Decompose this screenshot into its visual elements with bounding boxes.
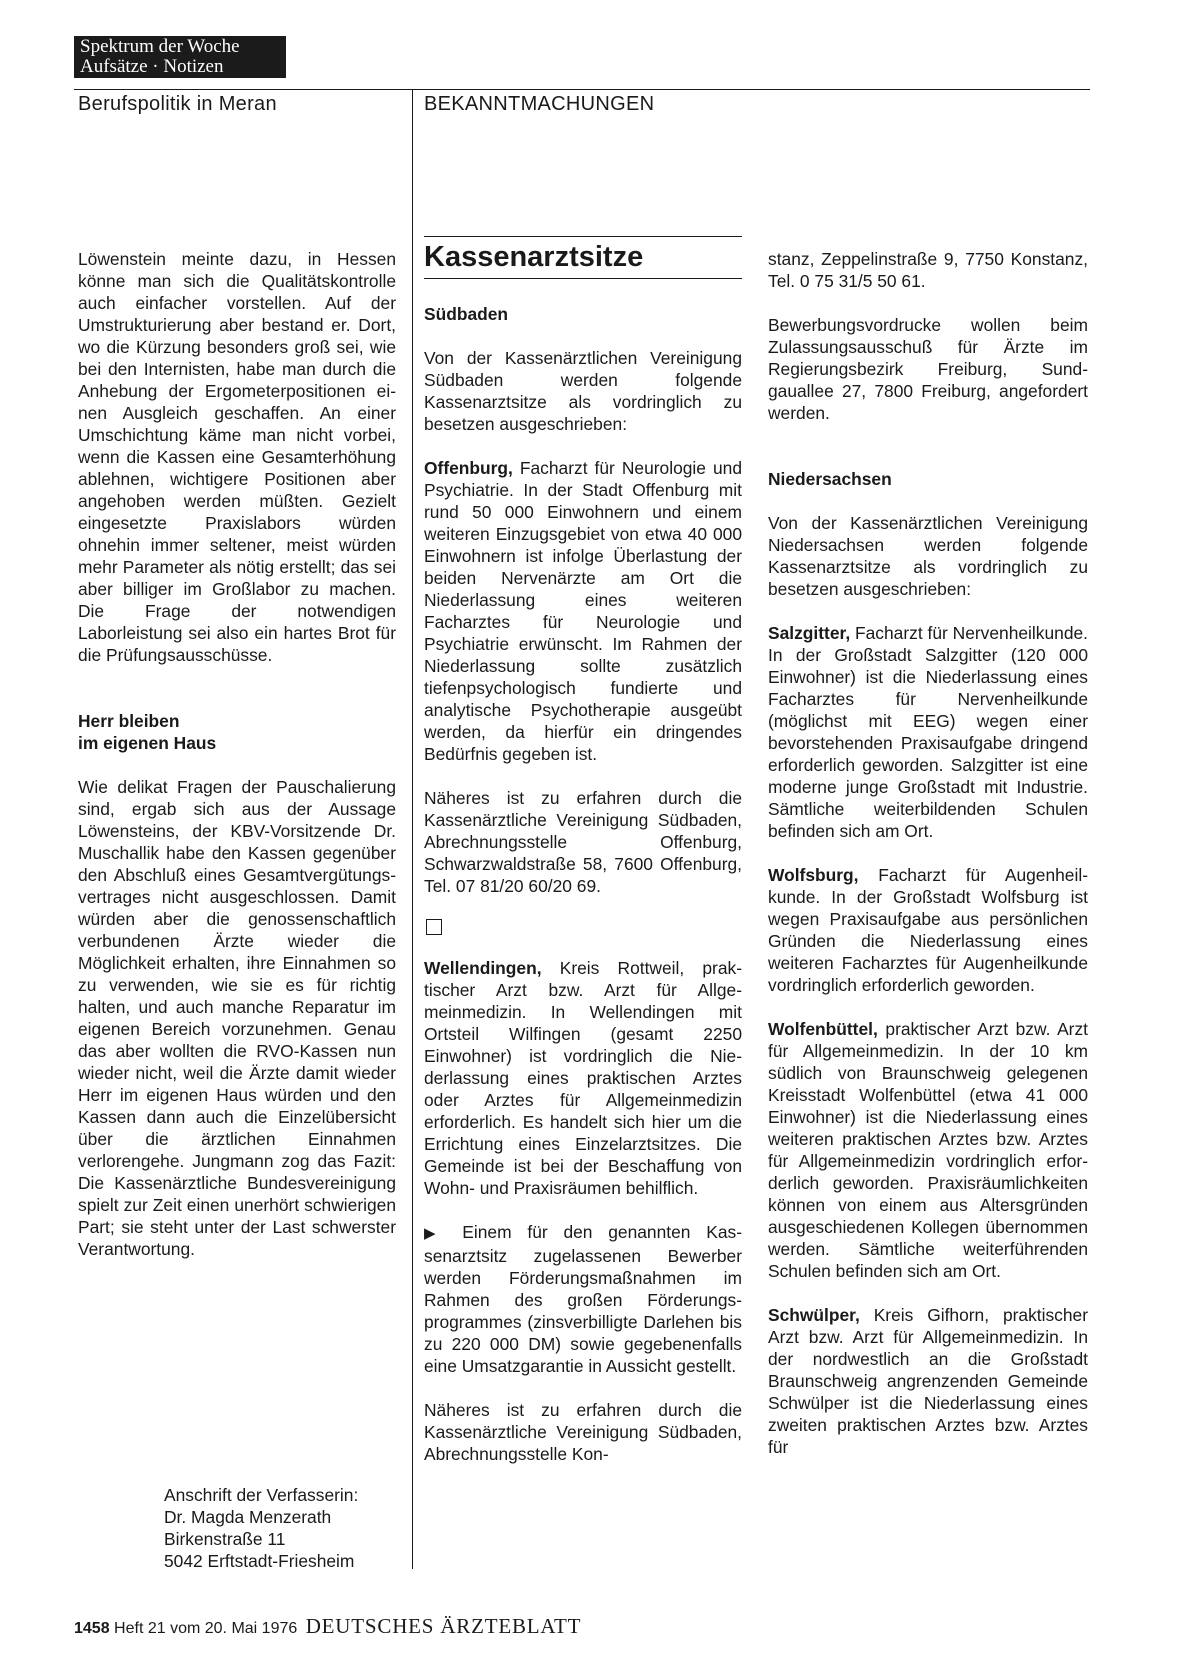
section-badge: [74, 36, 286, 78]
paragraph: stanz, Zeppelinstraße 9, 7750 Konstanz, Tel. 0 75 31/5 50 61.: [768, 249, 1088, 291]
listing-schwuelper: Schwülper, Kreis Gifhorn, praktischer Arzt bzw. Arzt für Allgemeinmedizin. In der nordwestlich an die Großstadt Braunschweig angrenzenden Gemeinde Schwülper ist die Niederlassung eines zweiten praktischen Arztes bzw. Arztes für: [768, 1305, 1088, 1457]
paragraph: Näheres ist zu erfahren durch die Kassenärztliche Vereinigung Südbaden, Abrechnungsstelle Offenburg, Schwarzwaldstraße 58, 7600 Offenburg, Tel. 07 81/20 60/20 69.: [424, 788, 742, 896]
listing-salzgitter: Salzgitter, Facharzt für Nervenheilkunde. In der Großstadt Salzgitter (120 000 Einwohner) ist die Niederlassung eines Facharztes für Nervenheilkunde (möglichst mit EEG) wegen einer bevorstehenden Praxisaufgabe dringend erforderlich geworden. Salzgitter ist eine moderne junge Großstadt mit Industrie. Sämtliche weiterbildenden Schulen befinden sich am Ort.: [768, 623, 1088, 841]
page-footer: [74, 1614, 581, 1639]
paragraph: ▶ Einem für den genannten Kassenarztsitz zugelassenen Bewerber werden Förderungsmaßnahmen im Rahmen des großen Förderungsprogrammes (zinsverbilligte Darlehen bis zu 220 000 DM) sowie gegebenenfalls eine Umsatzgarantie in Aussicht gestellt.: [424, 1222, 742, 1376]
column-rule: [412, 89, 413, 1569]
region-heading: Südbaden: [424, 304, 509, 324]
middle-column: [424, 236, 742, 1465]
article-title: Kassenarztsitze: [424, 236, 742, 279]
publication-name: DEUTSCHES ÄRZTEBLATT: [305, 1614, 582, 1638]
section-label-left: Berufspolitik in Meran: [78, 93, 277, 115]
section-label-right: BEKANNTMACHUNGEN: [424, 93, 655, 115]
paragraph: Von der Kassenärztlichen Vereinigung Niedersachsen werden folgende Kassenarztsitze als vordringlich zu besetzen ausgeschrieben:: [768, 513, 1088, 599]
paragraph: Wie delikat Fragen der Pauschalierung sind, ergab sich aus der Aussage Löwensteins, der KBV-Vorsitzende Dr. Muschallik habe den Kassen gegenüber den Abschluß eines Gesamtvergütungsvertrages nicht ausgeschlossen. Damit würden aber die genossenschaftlich verbundenen Ärzte wieder die Möglichkeit erhalten, ihre Einnahmen so zu verwenden, wie sie es für richtig halten, und auch manche Reparatur im eigenen Bereich vorzunehmen. Genau das aber wollten die RVO-Kassen nun wieder nicht, weil die Ärzte damit wieder Herr im eigenen Haus würden und den Kassen dann auch die Einzelübersicht über die ärztlichen Einnahmen verlorengehe. Jungmann zog das Fazit: Die Kassenärztliche Bundesvereinigung spielt zur Zeit einen unerhört schwierigen Part; sie steht unter der Last schwerster Verantwortung.: [78, 777, 396, 1259]
badge-line-2: Aufsätze · Notizen: [80, 56, 224, 77]
listing-offenburg: Offenburg, Facharzt für Neurologie und Psychiatrie. In der Stadt Offenburg mit rund 50 000 Einwohnern und einem weiteren Einzugsgebiet von etwa 40 000 Einwohnern ist infolge Überlastung der beiden Nervenärzte am Ort die Niederlassung eines weiteren Facharztes für Neurologie und Psychiatrie erwünscht. Im Rahmen der Niederlassung sollte zusätzlich tiefenpsychologisch fundierte und analytische Psychotherapie ausgeübt werden, da hierfür ein dringendes Bedürfnis gegeben ist.: [424, 458, 742, 764]
left-column: [78, 248, 396, 1282]
triangle-bullet-icon: ▶: [424, 1225, 447, 1242]
author-address: Anschrift der Verfasserin: Dr. Magda Menzerath Birkenstraße 11 5042 Erftstadt-Friesheim: [164, 1485, 359, 1571]
right-column: [768, 248, 1088, 1458]
paragraph: Bewerbungsvordrucke wollen beim Zulassungsausschuß für Ärzte im Regierungsbezirk Freiburg, Sundgauallee 27, 7800 Freiburg, angefordert werden.: [768, 315, 1088, 423]
square-icon: [426, 919, 442, 935]
paragraph: Näheres ist zu erfahren durch die Kassenärztliche Vereinigung Südbaden, Abrechnungsstelle Kon-: [424, 1400, 742, 1464]
subheading: Herr bleiben im eigenen Haus: [78, 711, 217, 753]
badge-line-1: Spektrum der Woche: [80, 36, 240, 57]
listing-wolfenbuettel: Wolfenbüttel, praktischer Arzt bzw. Arzt für Allgemeinmedizin. In der 10 km südlich von Braunschweig gelegenen Kreisstadt Wolfenbüttel (etwa 41 000 Einwohner) ist die Niederlassung eines weiteren praktischen Arztes bzw. Arztes für Allgemeinmedizin vordringlich erforderlich geworden. Praxisräumlichkeiten können von einem aus Altersgründen ausgeschiedenen Kollegen übernommen werden. Sämtliche weiterführenden Schulen befinden sich am Ort.: [768, 1019, 1088, 1281]
issue-info: Heft 21 vom 20. Mai 1976: [114, 1620, 298, 1637]
paragraph: Löwenstein meinte dazu, in Hessen könne man sich die Qualitätskontrolle auch einfacher vorstellen. Auf der Umstrukturierung aber bestand er. Dort, wo die Kürzung besonders groß sei, wie bei den Internisten, habe man durch die Anhebung der Ergometerpositionen einen Ausgleich geschaffen. An einer Umschichtung käme man nicht vorbei, wenn die Kassen eine Gesamterhöhung ablehnen, wichtigere Positionen aber angehoben werden müßten. Gezielt eingesetzte Praxislabors würden ohnehin immer seltener, meist würden mehr Parameter als nötig erstellt; das sei aber billiger im Großlabor zu machen. Die Frage der notwendigen Laborleistung sei also ein hartes Brot für die Prüfungsausschüsse.: [78, 249, 396, 665]
page-number: 1458: [74, 1620, 110, 1637]
paragraph: Von der Kassenärztlichen Vereinigung Südbaden werden folgende Kassenarztsitze als vordringlich zu besetzen ausgeschrieben:: [424, 348, 742, 434]
region-heading: Niedersachsen: [768, 469, 892, 489]
listing-wolfsburg: Wolfsburg, Facharzt für Augenheilkunde. In der Großstadt Wolfsburg ist wegen Praxisaufgabe aus persönlichen Gründen die Niederlassung eines weiteren Facharztes für Augenheilkunde vordringlich erforderlich geworden.: [768, 865, 1088, 995]
top-rule: [74, 89, 1090, 90]
listing-wellendingen: Wellendingen, Kreis Rottweil, praktischer Arzt bzw. Arzt für Allgemeinmedizin. In Wellendingen mit Ortsteil Wilfingen (gesamt 2250 Einwohner) ist vordringlich die Niederlassung eines praktischen Arztes oder Arztes für Allgemeinmedizin erforderlich. Es handelt sich hier um die Errichtung eines Einzelarztsitzes. Die Gemeinde ist bei der Beschaffung von Wohn- und Praxisräumen behilflich.: [424, 958, 742, 1198]
